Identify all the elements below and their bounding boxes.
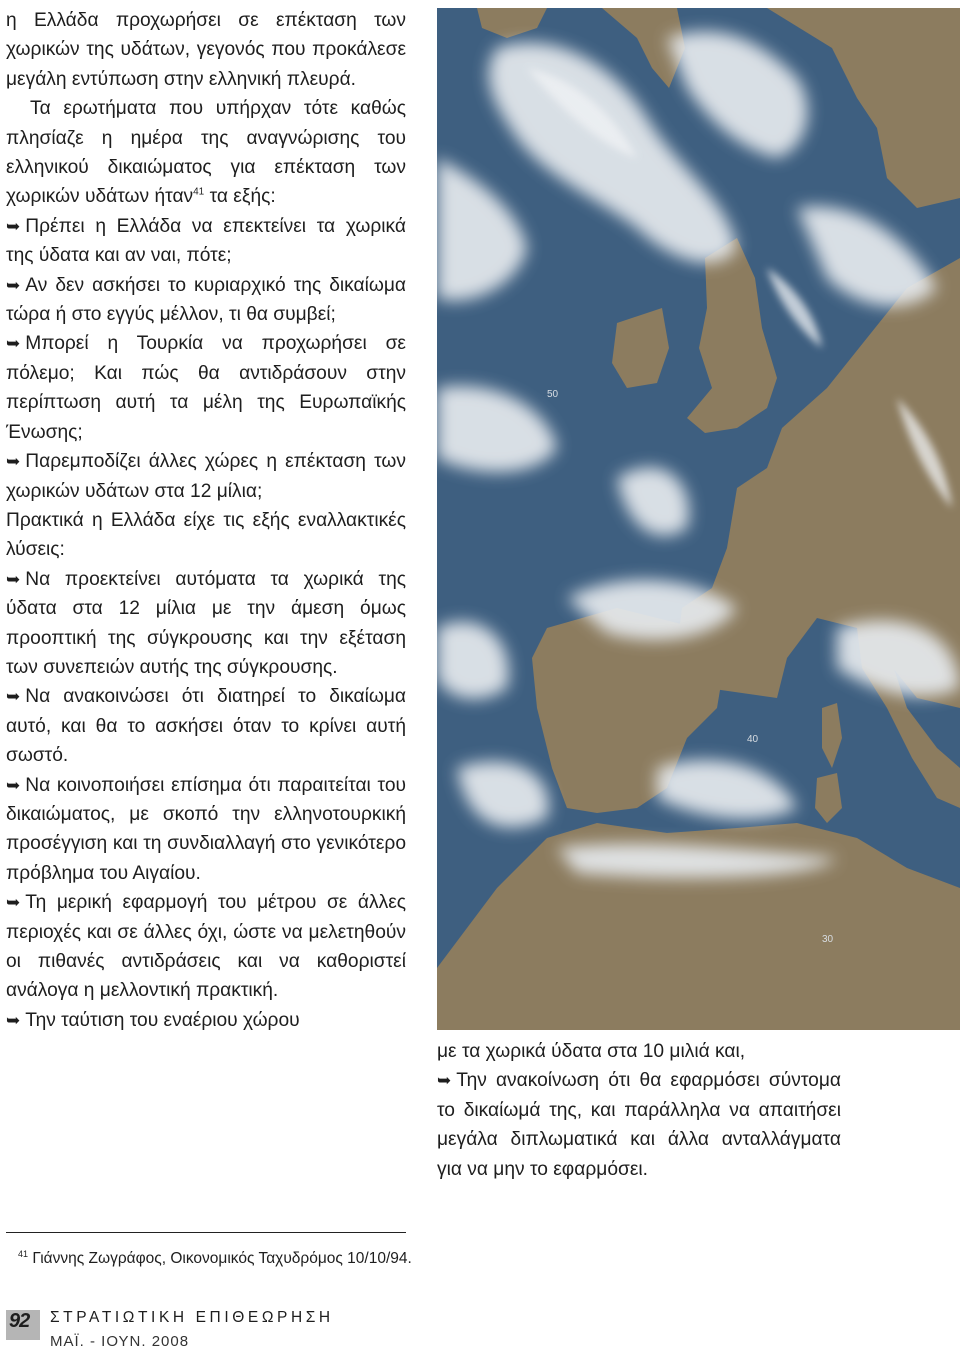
arrow-bullet-icon: ➥ bbox=[6, 275, 21, 295]
bullet-text: Την ταύτιση του εναέριου χώρου bbox=[25, 1009, 300, 1031]
paragraph: Πρακτικά η Ελλάδα είχε τις εξής εναλλακτικές λύσεις: bbox=[6, 509, 406, 561]
arrow-bullet-icon: ➥ bbox=[6, 452, 21, 472]
arrow-bullet-icon: ➥ bbox=[6, 334, 21, 354]
bullet-item bbox=[6, 1006, 406, 1035]
bullet-text: Να προεκτείνει αυτόματα τα χωρικά της ύδατα στα 12 μίλια με την άμεση όμως προοπτική της σύγκρουσης και την εξέταση των συνεπειών αυτής της σύγκρουσης. bbox=[6, 568, 406, 678]
footnote-number: 41 bbox=[18, 1248, 29, 1259]
bullet-text: Πρέπει η Ελλάδα να επεκτείνει τα χωρικά της ύδατα και αν ναι, πότε; bbox=[6, 215, 406, 267]
arrow-bullet-icon: ➥ bbox=[6, 1010, 21, 1030]
latitude-label: 40 bbox=[747, 734, 759, 745]
bullet-text: Να κοινοποιήσει επίσημα ότι παραιτείται του δικαιώματος, με σκοπό την ελληνοτουρκική προσέγγιση και τη συνδιαλλαγή στο γενικότερο πρόβλημα του Αιγαίου. bbox=[6, 774, 406, 884]
footnote bbox=[18, 1250, 412, 1268]
bullet-item bbox=[6, 329, 406, 447]
arrow-bullet-icon: ➥ bbox=[6, 216, 21, 236]
footnote-text: Γιάννης Ζωγράφος, Οικονομικός Ταχυδρόμος 10/10/94. bbox=[32, 1250, 412, 1267]
arrow-bullet-icon: ➥ bbox=[6, 687, 21, 707]
bullet-text: Να ανακοινώσει ότι διατηρεί το δικαίωμα αυτό, και θα το ασκήσει όταν το κρίνει αυτή σωστό. bbox=[6, 686, 406, 767]
bullet-item bbox=[437, 1066, 841, 1184]
paragraph: με τα χωρικά ύδατα στα 10 μιλιά και, bbox=[437, 1041, 746, 1062]
bullet-item bbox=[6, 212, 406, 271]
paragraph-text: Τα ερωτήματα που υπήρχαν τότε καθώς πλησίαζε η ημέρα της αναγνώρισης του ελληνικού δικαιώματος για επέκταση των χωρικών υδάτων ήταν bbox=[6, 98, 406, 208]
arrow-bullet-icon: ➥ bbox=[6, 775, 21, 795]
bullet-item bbox=[6, 771, 406, 889]
paragraph: η Ελλάδα προχωρήσει σε επέκταση των χωρικών της υδάτων, γεγονός που προκάλεσε μεγάλη εντύπωση στην ελληνική πλευρά. bbox=[6, 10, 406, 90]
left-text-column bbox=[6, 6, 406, 1035]
satellite-image-svg bbox=[437, 8, 960, 1030]
arrow-bullet-icon: ➥ bbox=[6, 569, 21, 589]
bullet-text: Τη μερική εφαρμογή του μέτρου σε άλλες περιοχές και σε άλλες όχι, ώστε να μελετηθούν οι πιθανές αντιδράσεις και να καθοριστεί ανάλογα η μελλοντική πρακτική. bbox=[6, 892, 406, 1002]
right-text-column bbox=[437, 1037, 841, 1184]
footnote-divider bbox=[6, 1232, 406, 1233]
bullet-item bbox=[6, 447, 406, 506]
footnote-ref: 41 bbox=[193, 187, 205, 199]
bullet-text: Αν δεν ασκήσει το κυριαρχικό της δικαίωμα τώρα ή στο εγγύς μέλλον, τι θα συμβεί; bbox=[6, 274, 406, 326]
issue-date: ΜΑΪ. - ΙΟΥΝ. 2008 bbox=[50, 1333, 190, 1350]
bullet-item bbox=[6, 682, 406, 770]
paragraph bbox=[6, 94, 406, 212]
bullet-item bbox=[6, 888, 406, 1006]
bullet-item bbox=[6, 271, 406, 330]
latitude-label: 50 bbox=[547, 389, 559, 400]
satellite-image bbox=[437, 8, 960, 1030]
page-number: 92 bbox=[9, 1310, 30, 1332]
bullet-text: Μπορεί η Τουρκία να προχωρήσει σε πόλεμο; Και πώς θα αντιδράσουν στην περίπτωση αυτή τα μέλη της Ευρωπαϊκής Ένωσης; bbox=[6, 333, 406, 443]
bullet-text: Παρεμποδίζει άλλες χώρες η επέκταση των χωρικών υδάτων στα 12 μίλια; bbox=[6, 451, 406, 502]
arrow-bullet-icon: ➥ bbox=[437, 1071, 452, 1091]
arrow-bullet-icon: ➥ bbox=[6, 893, 21, 913]
bullet-item bbox=[6, 565, 406, 683]
paragraph-text: τα εξής: bbox=[204, 186, 276, 208]
latitude-label: 30 bbox=[822, 934, 834, 945]
journal-title: ΣΤΡΑΤΙΩΤΙΚΗ ΕΠΙΘΕΩΡΗΣΗ bbox=[50, 1309, 334, 1326]
bullet-text: Την ανακοίνωση ότι θα εφαρμόσει σύντομα το δικαίωμά της, και παράλληλα να απαιτήσει μεγάλα διπλωματικά και άλλα ανταλλάγματα για να μην το εφαρμόσει. bbox=[437, 1070, 841, 1180]
